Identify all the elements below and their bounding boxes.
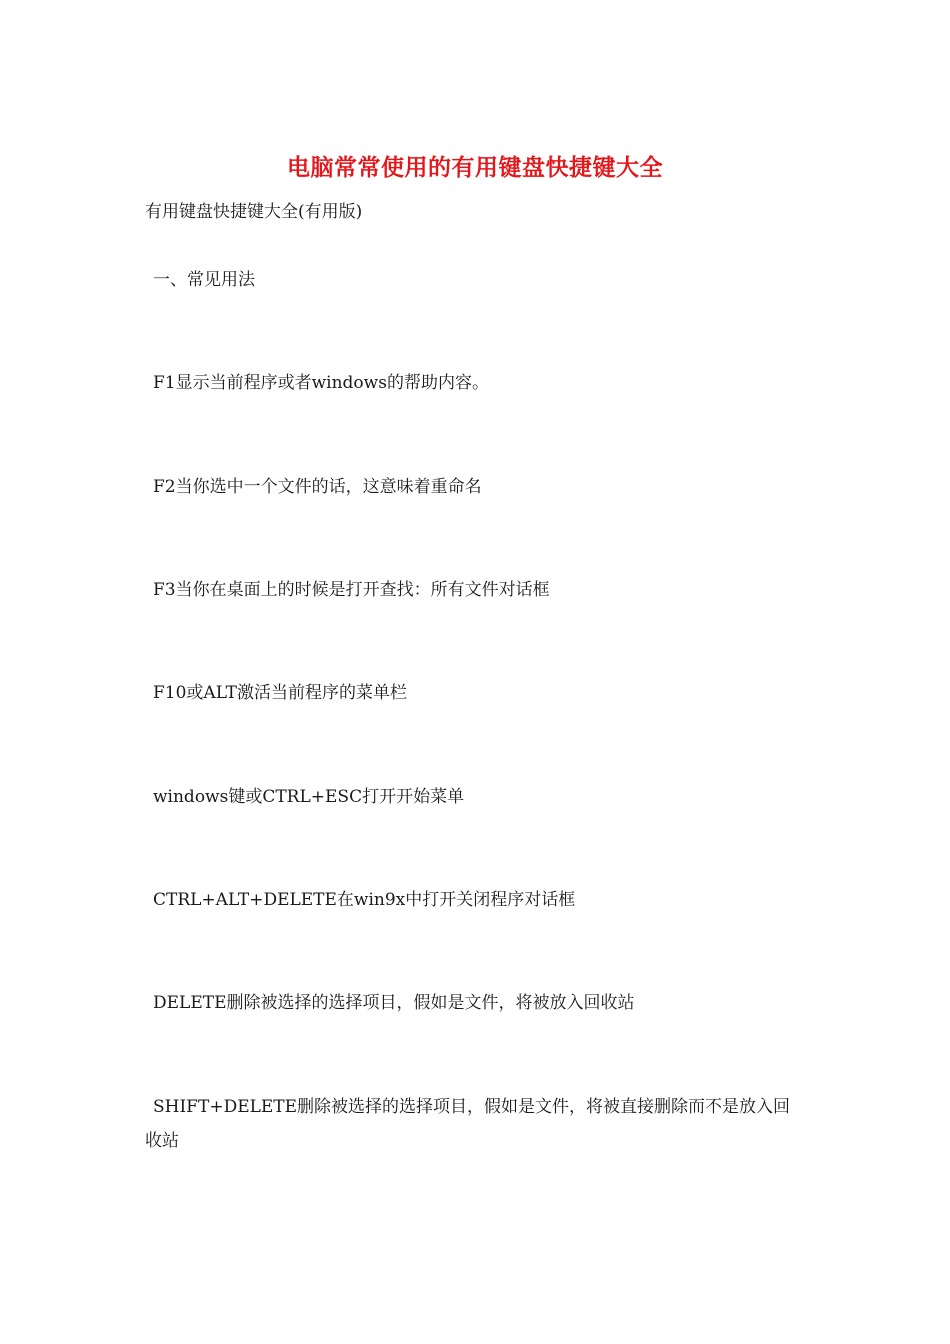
shortcut-item: F1显示当前程序或者windows的帮助内容。 — [153, 373, 489, 393]
shortcut-item: CTRL+ALT+DELETE在win9x中打开关闭程序对话框 — [153, 890, 576, 910]
section-heading: 一、常见用法 — [153, 270, 255, 290]
document-title: 电脑常常使用的有用键盘快捷键大全 — [287, 154, 663, 181]
shortcut-item: F3当你在桌面上的时候是打开查找：所有文件对话框 — [153, 580, 550, 600]
document-subtitle: 有用键盘快捷键大全(有用版) — [145, 202, 363, 222]
shortcut-item: SHIFT+DELETE删除被选择的选择项目，假如是文件，将被直接删除而不是放入回收站 — [145, 1097, 791, 1151]
shortcut-item: F2当你选中一个文件的话，这意味着重命名 — [153, 477, 482, 497]
shortcut-item: F10或ALT激活当前程序的菜单栏 — [153, 683, 407, 703]
shortcut-item: DELETE删除被选择的选择项目，假如是文件，将被放入回收站 — [153, 993, 635, 1013]
shortcut-item: windows键或CTRL+ESC打开开始菜单 — [153, 787, 465, 807]
